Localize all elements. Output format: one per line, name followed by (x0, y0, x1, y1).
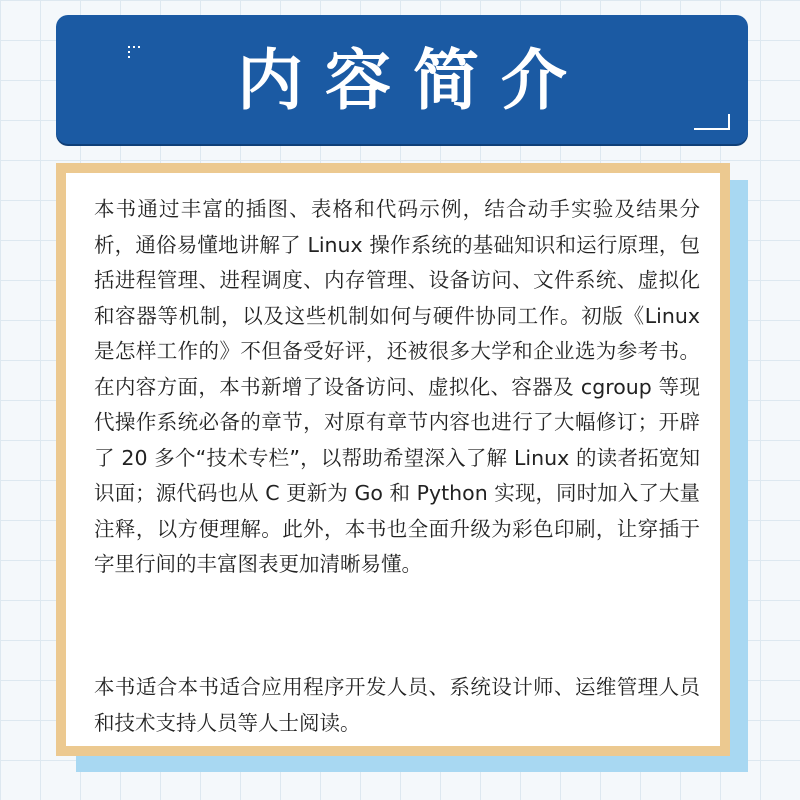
audience-paragraph: 本书适合本书适合应用程序开发人员、系统设计师、运维管理人员和技术支持人员等人士阅读。 (94, 675, 700, 735)
intro-paragraph: 本书通过丰富的插图、表格和代码示例，结合动手实验及结果分析，通俗易懂地讲解了 Linux 操作系统的基础知识和运行原理，包括进程管理、进程调度、内存管理、设备访问、文件系统、虚拟化和容器等机制，以及这些机制如何与硬件协同工作。初版《Linux 是怎样工作的》不但备受好评，还被很多大学和企业选为参考书。在内容方面，本书新增了设备访问、虚拟化、容器及 cgroup 等现代操作系统必备的章节，对原有章节内容也进行了大幅修订；开辟了 20 多个“技术专栏”，以帮助希望深入了解 Linux 的读者拓宽知识面；源代码也从 C 更新为 Go 和 Python 实现，同时加入了大量注释，以方便理解。此外，本书也全面升级为彩色印刷，让穿插于字里行间的丰富图表更加清晰易懂。 (94, 197, 700, 576)
page-title: 内容简介 (237, 42, 589, 119)
title-banner (56, 15, 748, 144)
corner-bracket-icon (694, 114, 730, 130)
content-panel (66, 173, 720, 746)
